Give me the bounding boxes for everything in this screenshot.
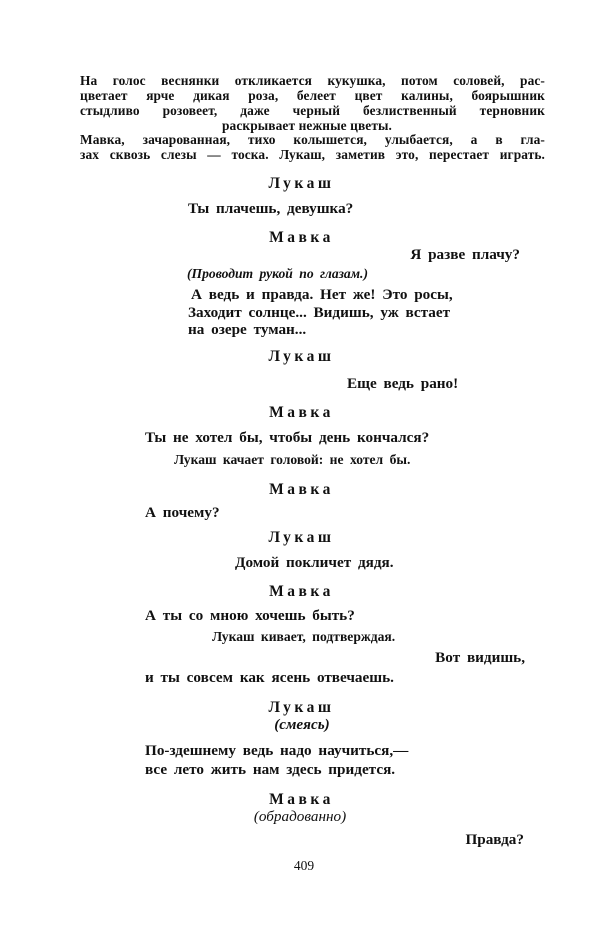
speaker-name: Лукаш	[268, 348, 335, 365]
dialogue-line: А ведь и правда. Нет же! Это росы,	[191, 286, 453, 303]
dialogue-line: Вот видишь,	[435, 649, 525, 666]
dialogue-line: По-здешнему ведь надо научиться,—	[145, 742, 409, 759]
speaker-direction: (обрадованно)	[253, 808, 347, 825]
stage-direction-line: раскрывает нежные цветы.	[222, 118, 392, 133]
dialogue-line: все лето жить нам здесь придется.	[145, 761, 396, 778]
dialogue-line: Еще ведь рано!	[347, 375, 459, 392]
stage-direction-line: На голос веснянки откликается кукушка, потом соловей, рас-	[80, 73, 545, 88]
dialogue-line: Ты не хотел бы, чтобы день кончался?	[145, 429, 430, 446]
stage-direction: (Проводит рукой по глазам.)	[187, 266, 368, 281]
stage-direction: Лукаш кивает, подтверждая.	[212, 629, 396, 644]
stage-direction-line: стыдливо розовеет, даже черный безлиственный терновник	[80, 103, 545, 118]
speaker-name: Мавка	[269, 481, 334, 498]
dialogue-line: Я разве плачу?	[410, 246, 520, 263]
stage-direction-line: Мавка, зачарованная, тихо колышется, улыбается, а в гла-	[80, 132, 545, 147]
dialogue-line: А ты со мною хочешь быть?	[145, 607, 355, 624]
dialogue-line: на озере туман...	[188, 321, 307, 338]
dialogue-line: Ты плачешь, девушка?	[188, 200, 354, 217]
stage-direction-line: цветает ярче дикая роза, белеет цвет калины, боярышник	[80, 88, 545, 103]
dialogue-line: Правда?	[465, 831, 524, 848]
stage-direction-line: зах сквозь слезы — тоска. Лукаш, заметив это, перестает играть.	[80, 147, 545, 162]
dialogue-line: и ты совсем как ясень отвечаешь.	[145, 669, 394, 686]
speaker-name: Лукаш	[268, 175, 335, 192]
page-number: 409	[293, 858, 315, 873]
stage-direction: Лукаш качает головой: не хотел бы.	[174, 452, 411, 467]
speaker-name: Мавка	[269, 791, 334, 808]
speaker-name: Мавка	[269, 229, 334, 246]
speaker-name: Лукаш	[268, 529, 335, 546]
dialogue-line: Заходит солнце... Видишь, уж встает	[188, 304, 451, 321]
dialogue-line: А почему?	[145, 504, 220, 521]
speaker-name: Мавка	[269, 583, 334, 600]
speaker-name: Лукаш	[268, 699, 335, 716]
speaker-direction: (смеясь)	[274, 716, 330, 733]
speaker-name: Мавка	[269, 404, 334, 421]
dialogue-line: Домой покличет дядя.	[235, 554, 394, 571]
